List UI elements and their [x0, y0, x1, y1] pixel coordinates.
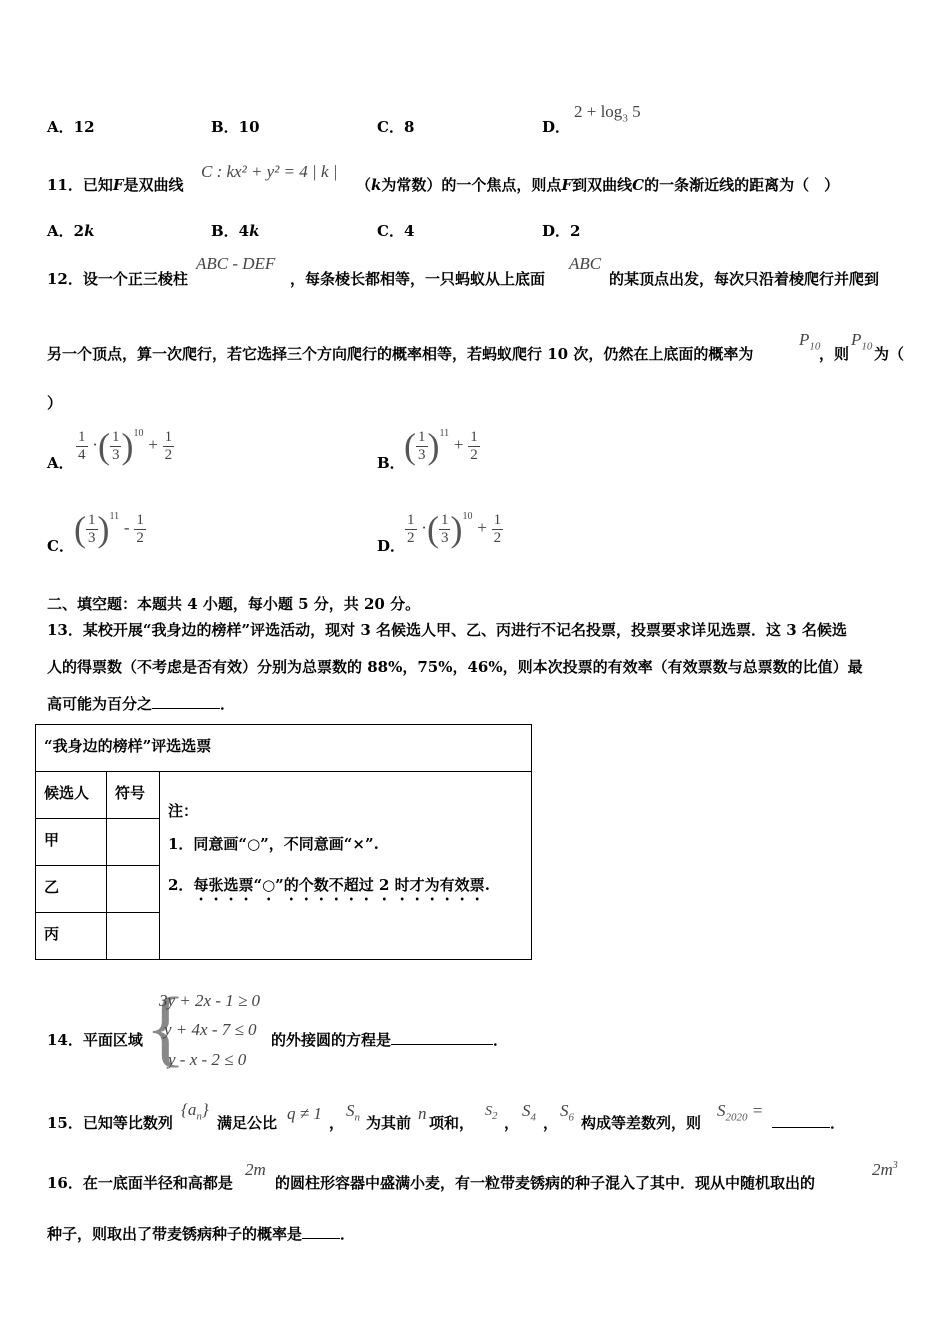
q14-ineq-2: y + 4x - 7 ≤ 0 — [164, 1020, 257, 1039]
q15-S4: $S_4$ — [522, 1101, 536, 1124]
q16-stem-2: 的圆柱形容器中盛满小麦，有一粒带麦锈病的种子混入了其中．现从中随机取出的 — [275, 1174, 816, 1192]
q15-answer-blank — [772, 1113, 830, 1128]
q16-2m3: $2m^3$ — [872, 1160, 898, 1179]
q12-option-d-expr: $\frac{1}{2}$ ·( $\frac{1}{3}$ )$^{10}$ + $\frac{1}{2}$ — [407, 509, 502, 549]
ballot-symbol-cell-1 — [107, 819, 160, 866]
q13-line3: 高可能为百分之 ． — [47, 695, 236, 713]
q15-S2: $S_2$ — [485, 1104, 498, 1122]
q10-option-a: A．12 — [47, 118, 95, 136]
ballot-note-2: 2．每张选票“○”的个数不超过 2 时才为有效票. — [168, 876, 490, 894]
ballot-header-symbol: 符号 — [107, 772, 160, 819]
ballot-candidate-3: 丙 — [36, 913, 107, 960]
q12-option-c-expr: ( $\frac{1}{3}$ )$^{11}$ - $\frac{1}{2}$ — [74, 509, 144, 549]
ballot-candidate-2: 乙 — [36, 866, 107, 913]
q11-option-b: B．4k — [211, 222, 260, 240]
q16-answer-blank — [302, 1224, 340, 1239]
q11-option-d: D．2 — [542, 222, 581, 240]
q10-option-d-expr: $2 + \log_3 5$ — [574, 102, 641, 125]
q15-an: $\{a_n\}$ — [181, 1100, 209, 1123]
q10-option-d: D． — [542, 118, 571, 136]
q12-P10-b: $P_{10}$ — [851, 330, 873, 353]
q12-stem-is: 为（ — [874, 345, 905, 363]
section-heading: 二、填空题：本题共 4 小题，每小题 5 分，共 20 分。 — [47, 595, 421, 613]
ballot-note-head: 注： — [168, 802, 199, 820]
q13-answer-blank — [152, 694, 220, 709]
q11-stem-rest: （k为常数）的一个焦点，则点F到双曲线C的一条渐近线的距离为（ ） — [356, 176, 840, 194]
q12-option-a-expr: $\frac{1}{4}$ ·( $\frac{1}{3}$ )$^{10}$ + $\frac{1}{2}$ — [78, 426, 173, 466]
q12-stem-1: 12．设一个正三棱柱 — [47, 270, 188, 288]
q14-stem: 14．平面区域 — [47, 1031, 143, 1049]
q11-hyperbola-expr: C : kx² + y² = 4 | k | — [201, 162, 338, 181]
q16-stem-1: 16．在一底面半径和高都是 — [47, 1174, 233, 1192]
q13-line2: 人的得票数（不考虑是否有效）分别为总票数的 88%，75%，46%，则本次投票的有效率（有效票数与总票数的比值）最 — [47, 658, 863, 676]
q15-stem-4: 项和， — [429, 1114, 475, 1132]
ballot-notes — [160, 772, 532, 960]
q12-option-a-label: A． — [47, 454, 74, 472]
q12-P10-a: $P_{10}$ — [799, 330, 821, 353]
q11-option-c: C．4 — [377, 222, 415, 240]
q15-comma-3: ， — [543, 1114, 559, 1132]
q12-stem-3: 的某顶点出发，每次只沿着棱爬行并爬到 — [609, 270, 880, 288]
q12-stem-2: ，每条棱长都相等，一只蚂蚁从上底面 — [290, 270, 546, 288]
q15-answer: ． — [772, 1112, 845, 1133]
ballot-table — [35, 724, 532, 960]
q15-Sn: $S_n$ — [346, 1101, 360, 1124]
q11-stem: 11．已知F是双曲线 — [47, 176, 184, 194]
q15-comma-2: ， — [504, 1114, 520, 1132]
q12-prism-expr: ABC - DEF — [196, 254, 276, 273]
q15-stem-5: 构成等差数列，则 — [581, 1114, 702, 1132]
ballot-symbol-cell-3 — [107, 913, 160, 960]
q15-comma-1: ， — [329, 1114, 345, 1132]
q11-option-a: A．2k — [47, 222, 95, 240]
q14-ineq-1: 3y + 2x - 1 ≥ 0 — [159, 991, 261, 1010]
q10-option-b: B．10 — [211, 118, 260, 136]
ballot-title: “我身边的榜样”评选选票 — [36, 725, 532, 772]
q12-option-d-label: D． — [377, 537, 406, 555]
q14-brace: { — [145, 979, 187, 1075]
ballot-symbol-cell-2 — [107, 866, 160, 913]
q16-stem-line2: 种子，则取出了带麦锈病种子的概率是 ． — [47, 1225, 356, 1243]
q12-option-c-label: C． — [47, 537, 74, 555]
q12-stem-close: ） — [47, 394, 63, 412]
q15-S2020: $S_{2020}$ = — [717, 1101, 764, 1124]
q14-stem-rest: 的外接圆的方程是 ． — [271, 1031, 509, 1049]
q15-S6: $S_6$ — [560, 1101, 574, 1124]
q14-answer-blank — [391, 1030, 493, 1045]
q12-base-expr: ABC — [569, 254, 602, 273]
q12-stem-line2: 另一个顶点，算一次爬行，若它选择三个方向爬行的概率相等，若蚂蚁爬行 10 次，仍然在上底面的概率为 — [47, 345, 754, 363]
q10-option-c: C．8 — [377, 118, 415, 136]
q12-option-b-expr: ( $\frac{1}{3}$ )$^{11}$ + $\frac{1}{2}$ — [404, 426, 478, 466]
q12-option-b-label: B． — [377, 454, 405, 472]
q15-q: q ≠ 1 — [287, 1104, 322, 1123]
q15-stem-3: 为其前 — [366, 1114, 412, 1132]
q13-line1: 13．某校开展“我身边的榜样”评选活动，现对 3 名候选人甲、乙、丙进行不记名投票，投票要求详见选票．这 3 名候选 — [47, 621, 847, 639]
q12-stem-then: ，则 — [819, 345, 850, 363]
ballot-header-candidate: 候选人 — [36, 772, 107, 819]
ballot-candidate-1: 甲 — [36, 819, 107, 866]
q16-2m-a: 2m — [245, 1160, 266, 1179]
q15-n: n — [418, 1104, 427, 1123]
q14-ineq-3: y - x - 2 ≤ 0 — [168, 1050, 247, 1069]
ballot-note-1: 1．同意画“○”，不同意画“×”. — [168, 835, 379, 853]
q15-stem-1: 15．已知等比数列 — [47, 1114, 173, 1132]
q15-stem-2: 满足公比 — [217, 1114, 278, 1132]
